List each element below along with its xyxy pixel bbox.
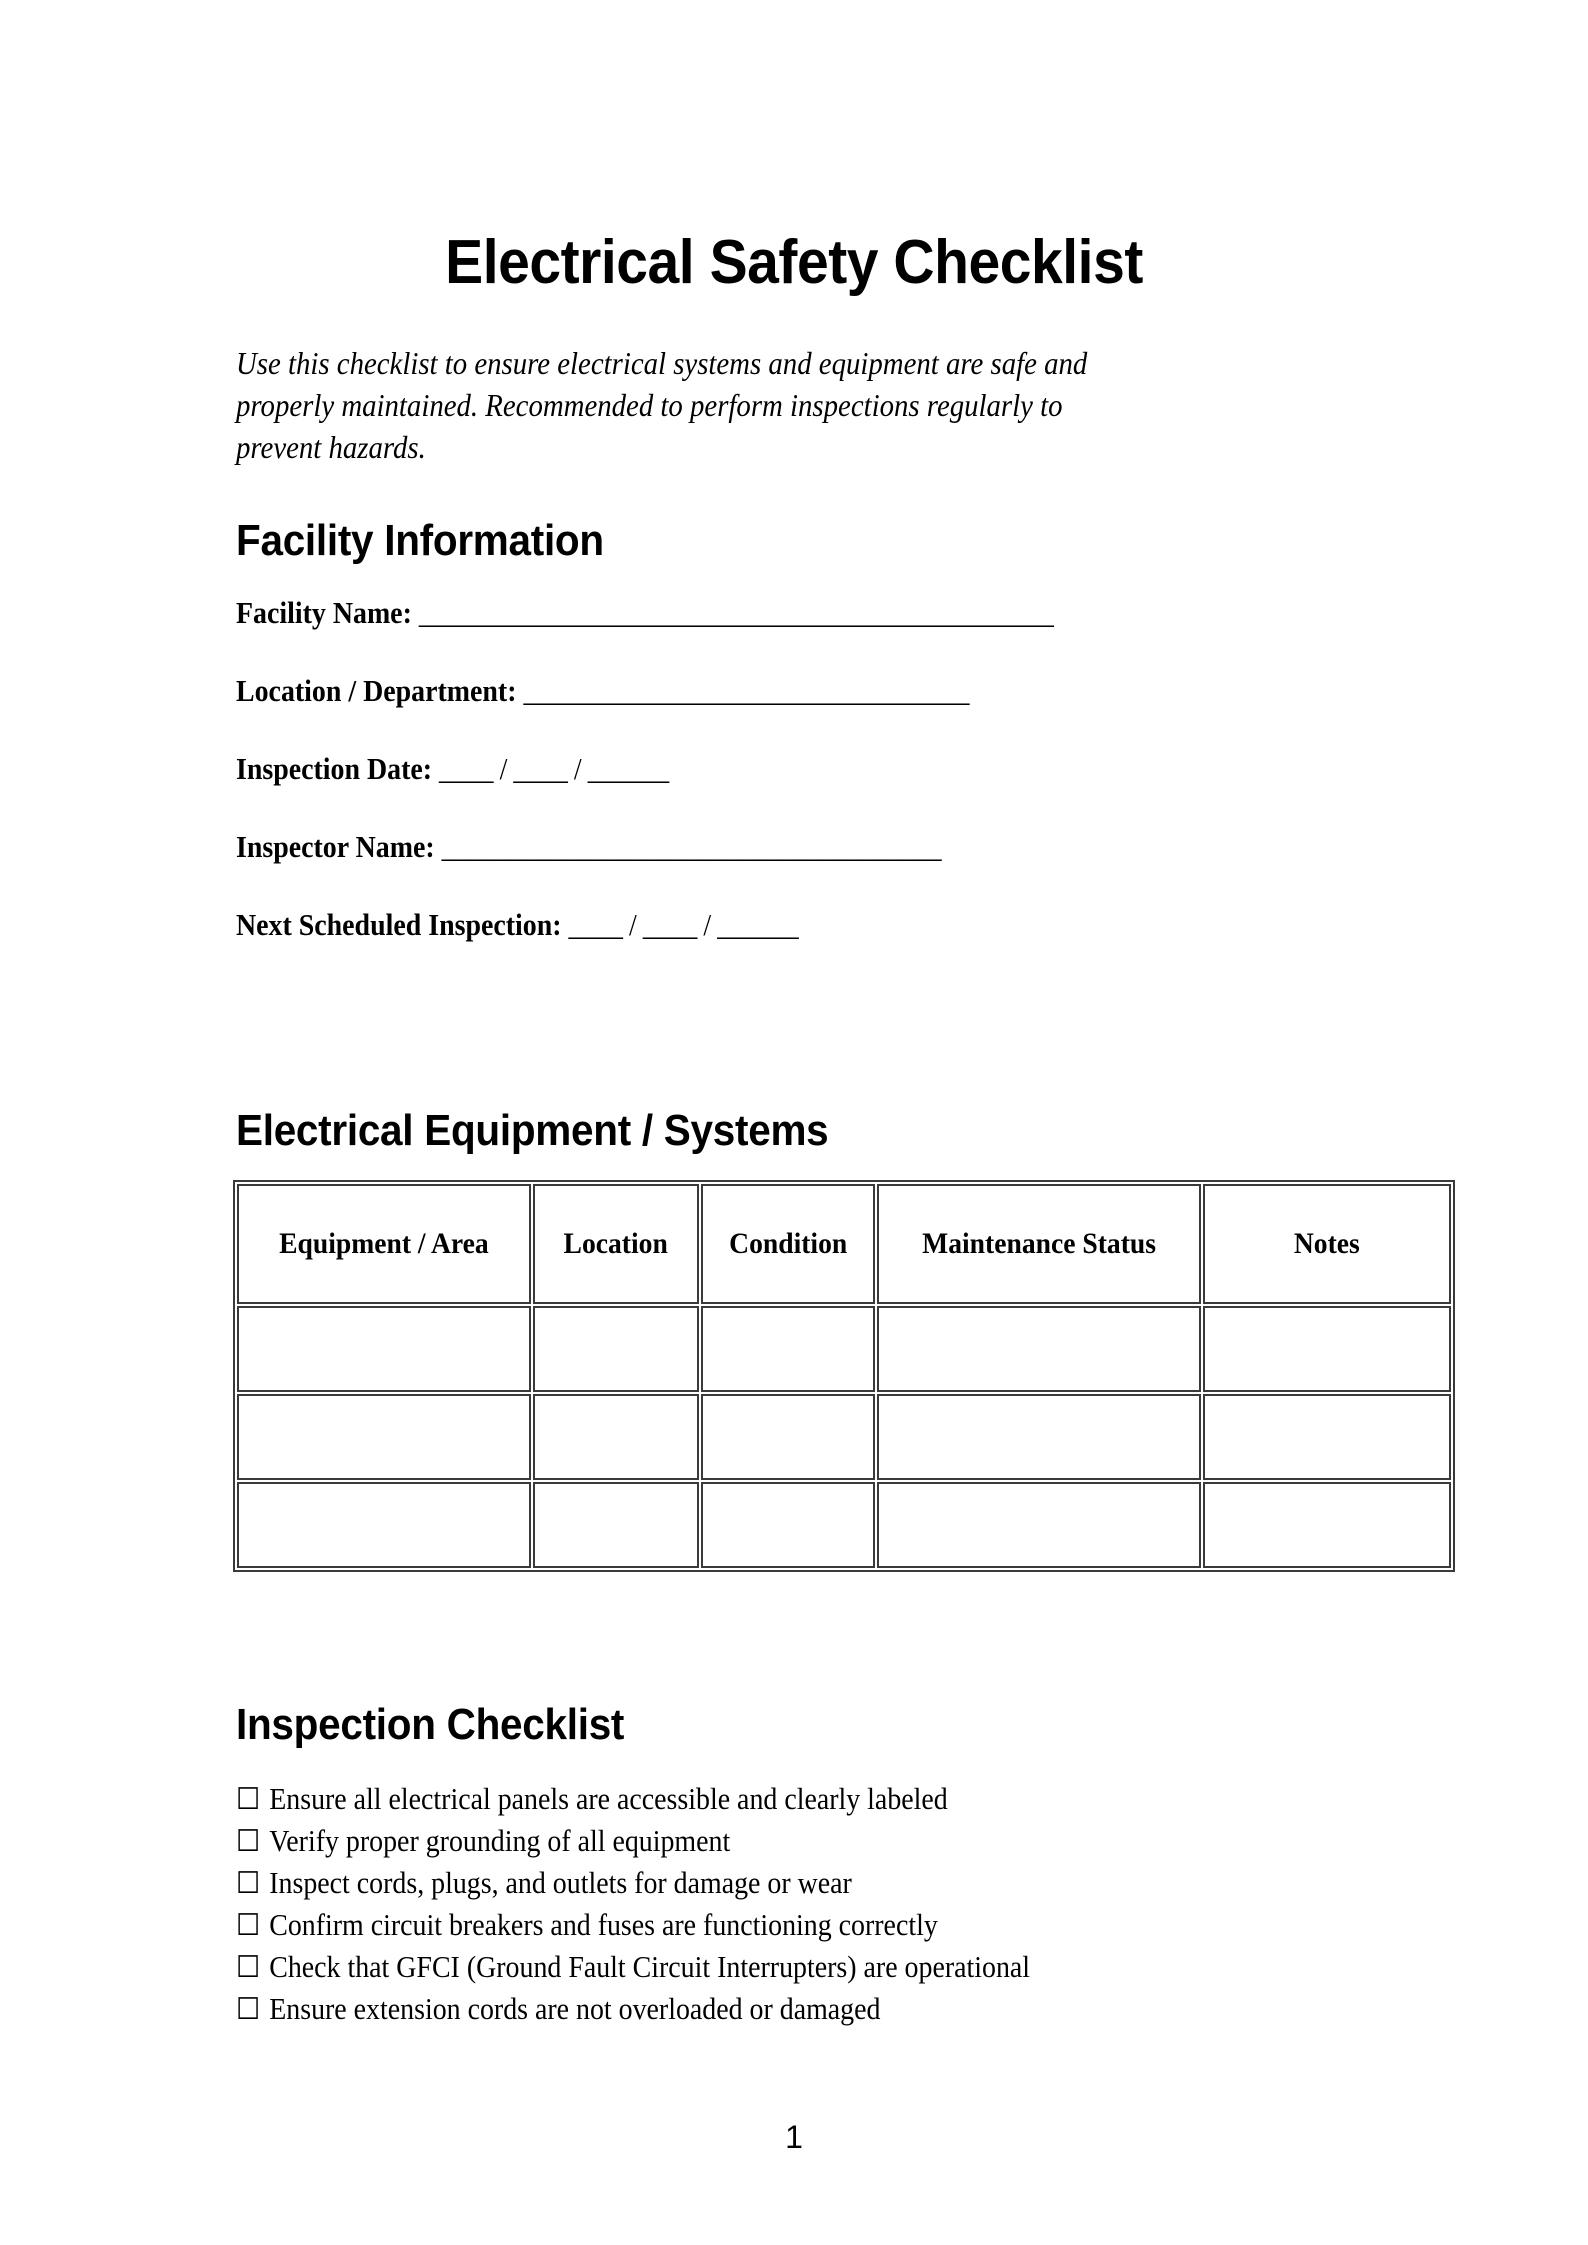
table-cell-location[interactable] (533, 1306, 699, 1392)
list-item-label: Ensure all electrical panels are accessible and clearly labeled (269, 1781, 948, 1816)
section-heading-inspection-checklist: Inspection Checklist (236, 1699, 625, 1749)
section-heading-electrical-equipment-systems: Electrical Equipment / Systems (236, 1105, 829, 1155)
checkbox-icon[interactable]: ☐ (236, 1867, 261, 1900)
table-row (237, 1482, 1451, 1568)
form-row-inspection-date (236, 751, 1316, 829)
list-item-label: Ensure extension cords are not overloaded or damaged (269, 1991, 881, 2026)
facility-information-form (236, 595, 1436, 985)
table-cell-condition[interactable] (701, 1482, 875, 1568)
checkbox-icon[interactable]: ☐ (236, 1993, 261, 2026)
column-header-label: Location (563, 1227, 669, 1260)
field-label-location-department: Location / Department: (236, 673, 517, 708)
form-row-facility-name (236, 595, 1316, 673)
table-cell-equipment-area[interactable] (237, 1306, 531, 1392)
field-blank-next-scheduled-inspection[interactable]: ____ / ____ / ______ (568, 907, 799, 942)
table-cell-equipment-area[interactable] (237, 1482, 531, 1568)
equipment-table-body (237, 1306, 1451, 1568)
page-number: 1 (785, 2119, 803, 2155)
column-header-label: Equipment / Area (279, 1227, 489, 1260)
column-header-label: Condition (728, 1227, 848, 1260)
column-header-notes (1203, 1184, 1451, 1304)
field-label-facility-name: Facility Name: (236, 595, 412, 630)
table-cell-maintenance-status[interactable] (877, 1306, 1201, 1392)
table-cell-location[interactable] (533, 1482, 699, 1568)
column-header-condition (701, 1184, 875, 1304)
field-label-inspection-date: Inspection Date: (236, 751, 433, 786)
column-header-location (533, 1184, 699, 1304)
list-item[interactable] (236, 1988, 1316, 2030)
checkbox-icon[interactable]: ☐ (236, 1909, 261, 1942)
table-cell-condition[interactable] (701, 1394, 875, 1480)
field-blank-location-department[interactable]: _________________________________ (523, 673, 969, 708)
checkbox-icon[interactable]: ☐ (236, 1951, 261, 1984)
intro-paragraph: Use this checklist to ensure electrical systems and equipment are safe and properly maintained. Recommended to perform inspections regularly to prevent hazards. (236, 345, 1088, 465)
table-row (237, 1306, 1451, 1392)
equipment-table (233, 1180, 1455, 1572)
table-cell-equipment-area[interactable] (237, 1394, 531, 1480)
list-item[interactable] (236, 1904, 1316, 1946)
list-item[interactable] (236, 1820, 1316, 1862)
column-header-maintenance-status (877, 1184, 1201, 1304)
field-label-inspector-name: Inspector Name: (236, 829, 435, 864)
page-title: Electrical Safety Checklist (445, 227, 1143, 297)
table-cell-condition[interactable] (701, 1306, 875, 1392)
field-blank-inspection-date[interactable]: ____ / ____ / ______ (439, 751, 669, 786)
equipment-table-container (233, 1180, 1455, 1572)
form-row-next-scheduled-inspection (236, 907, 1316, 985)
column-header-label: Maintenance Status (922, 1227, 1156, 1260)
table-cell-location[interactable] (533, 1394, 699, 1480)
list-item-label: Inspect cords, plugs, and outlets for damage or wear (269, 1865, 852, 1900)
field-blank-inspector-name[interactable]: _____________________________________ (441, 829, 942, 864)
list-item[interactable] (236, 1778, 1316, 1820)
column-header-label: Notes (1294, 1227, 1360, 1260)
table-header-row (237, 1184, 1451, 1304)
list-item-label: Confirm circuit breakers and fuses are functioning correctly (269, 1907, 938, 1942)
list-item-label: Verify proper grounding of all equipment (269, 1823, 731, 1858)
field-blank-facility-name[interactable]: _______________________________________________ (418, 595, 1054, 630)
table-cell-maintenance-status[interactable] (877, 1394, 1201, 1480)
field-label-next-scheduled-inspection: Next Scheduled Inspection: (236, 907, 562, 942)
table-cell-notes[interactable] (1203, 1394, 1451, 1480)
checkbox-icon[interactable]: ☐ (236, 1825, 261, 1858)
table-cell-notes[interactable] (1203, 1482, 1451, 1568)
checkbox-icon[interactable]: ☐ (236, 1783, 261, 1816)
form-row-inspector-name (236, 829, 1316, 907)
inspection-checklist-list (236, 1778, 1436, 2030)
list-item[interactable] (236, 1946, 1316, 1988)
form-row-location-department (236, 673, 1316, 751)
table-cell-maintenance-status[interactable] (877, 1482, 1201, 1568)
column-header-equipment-area (237, 1184, 531, 1304)
table-cell-notes[interactable] (1203, 1306, 1451, 1392)
list-item-label: Check that GFCI (Ground Fault Circuit Interrupters) are operational (269, 1949, 1031, 1984)
equipment-table-head (237, 1184, 1451, 1304)
list-item[interactable] (236, 1862, 1316, 1904)
section-heading-facility-information: Facility Information (236, 515, 604, 565)
table-row (237, 1394, 1451, 1480)
